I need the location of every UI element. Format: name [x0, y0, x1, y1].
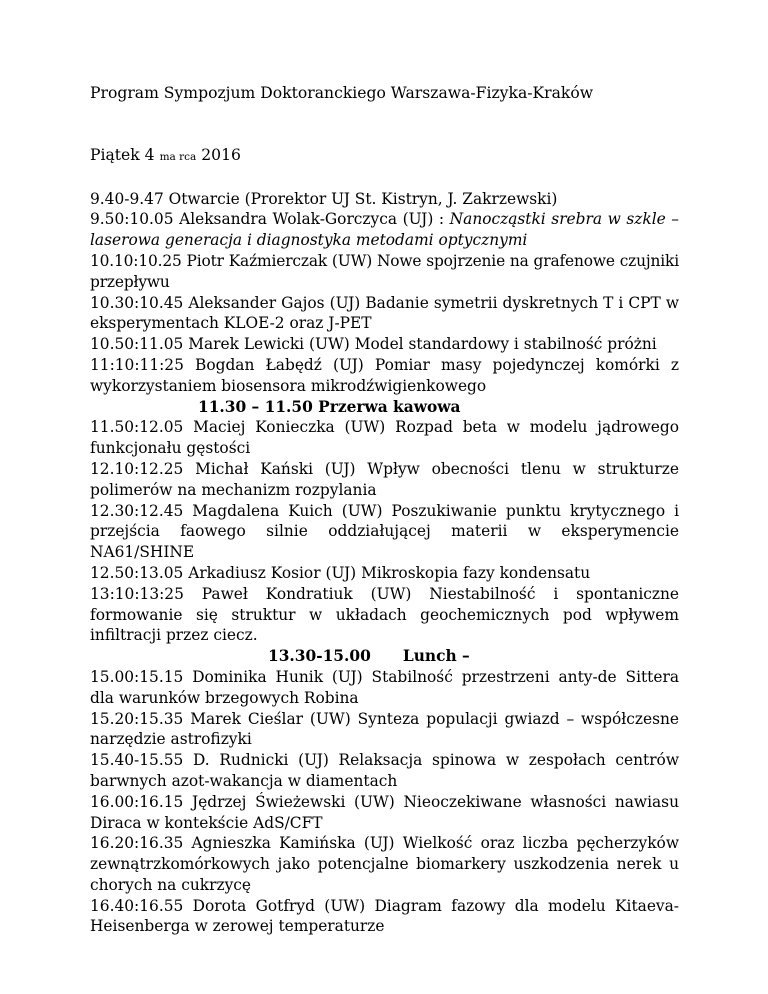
schedule-item-hunik: [90, 667, 679, 709]
coffee-break: [90, 397, 679, 418]
schedule-item-labedz: [90, 355, 679, 397]
schedule-item-text: 9.40-9.47 Otwarcie (Prorektor UJ St. Kistryn, J. Zakrzewski): [90, 189, 558, 208]
schedule-list: [90, 189, 679, 938]
schedule-item-topic-italic: Nanocząstki srebra w szkle – laserowa generacja i diagnostyka metodami optycznymi: [90, 210, 679, 250]
schedule-item-gajos: [90, 293, 679, 335]
schedule-item-text: 10.30:10.45 Aleksander Gajos (UJ) Badanie symetrii dyskretnych T i CPT w eksperymentach KLOE-2 oraz J-PET: [90, 293, 679, 333]
schedule-item-konieczka: [90, 417, 679, 459]
schedule-item-kazmierczak: [90, 251, 679, 293]
schedule-item-text: 12.10:12.25 Michał Kański (UJ) Wpływ obecności tlenu w strukturze polimerów na mechanizm rozpylania: [90, 459, 679, 499]
schedule-item-lewicki: [90, 334, 679, 355]
schedule-item-kaminska: [90, 833, 679, 895]
schedule-item-text: 9.50:10.05 Aleksandra Wolak-Gorczyca (UJ) :: [90, 210, 450, 229]
schedule-item-opening: [90, 189, 679, 210]
schedule-item-text: 16.00:16.15 Jędrzej Świeżewski (UW) Nieoczekiwane własności nawiasu Diraca w kontekście AdS/CFT: [90, 792, 679, 832]
schedule-item-text: 11.50:12.05 Maciej Konieczka (UW) Rozpad beta w modelu jądrowego funkcjonału gęstości: [90, 418, 679, 458]
schedule-item-kosior: [90, 563, 679, 584]
schedule-item-text: 12.30:12.45 Magdalena Kuich (UW) Poszukiwanie punktu krytycznego i przejścia faowego silnie oddziałującej materii w eksperymencie NA61/SHINE: [90, 501, 679, 562]
schedule-item-text: 12.50:13.05 Arkadiusz Kosior (UJ) Mikroskopia fazy kondensatu: [90, 563, 591, 582]
schedule-item-text: 10.50:11.05 Marek Lewicki (UW) Model standardowy i stabilność próżni: [90, 335, 657, 354]
schedule-item-text: 13:10:13:25 Paweł Kondratiuk (UW) Niestabilność i spontaniczne formowanie się struktur w układach geochemicznych pod wpływem infiltracji przez ciecz.: [90, 584, 679, 645]
schedule-item-text: 15.00:15.15 Dominika Hunik (UJ) Stabilność przestrzeni anty-de Sittera dla warunków brzegowych Robina: [90, 667, 679, 707]
document-page: [90, 83, 679, 937]
schedule-item-kondratiuk: [90, 584, 679, 646]
schedule-item-text: 15.40-15.55 D. Rudnicki (UJ) Relaksacja spinowa w zespołach centrów barwnych azot-wakancja w diamentach: [90, 751, 679, 790]
date-day: Piątek 4: [90, 145, 155, 164]
schedule-item-kanski: [90, 459, 679, 501]
schedule-item-text: 11:10:11:25 Bogdan Łabędź (UJ) Pomiar masy pojedynczej komórki z wykorzystaniem biosensora mikrodźwigienkowego: [90, 355, 679, 395]
date-year: 2016: [201, 145, 241, 164]
schedule-item-cieslar: [90, 709, 679, 751]
schedule-item-wolak-gorczyca: [90, 209, 679, 251]
schedule-item-rudnicki: [90, 750, 679, 792]
schedule-item-gotfryd: [90, 896, 679, 938]
lunch-break-label: 13.30-15.00 Lunch –: [268, 647, 470, 666]
lunch-break: [90, 646, 679, 667]
coffee-break-label: 11.30 – 11.50 Przerwa kawowa: [198, 397, 461, 416]
date-month: ma rca: [159, 150, 197, 163]
date-line: [90, 145, 679, 168]
schedule-item-kuich: [90, 501, 679, 563]
document-title: Program Sympozjum Doktoranckiego Warszawa-Fizyka-Kraków: [90, 84, 594, 102]
schedule-item-text: 10.10:10.25 Piotr Kaźmierczak (UW) Nowe spojrzenie na grafenowe czujniki przepływu: [90, 251, 679, 291]
schedule-item-text: 15.20:15.35 Marek Cieślar (UW) Synteza populacji gwiazd – współczesne narzędzie astrofizyki: [90, 709, 679, 749]
schedule-item-text: 16.20:16.35 Agnieszka Kamińska (UJ) Wielkość oraz liczba pęcherzyków zewnątrzkomórkowych jako potencjalne biomarkery uszkodzenia nerek u chorych na cukrzycę: [90, 834, 679, 894]
schedule-item-swiezewski: [90, 792, 679, 834]
schedule-item-text: 16.40:16.55 Dorota Gotfryd (UW) Diagram fazowy dla modelu Kitaeva-Heisenberga w zerowej temperaturze: [90, 896, 679, 936]
